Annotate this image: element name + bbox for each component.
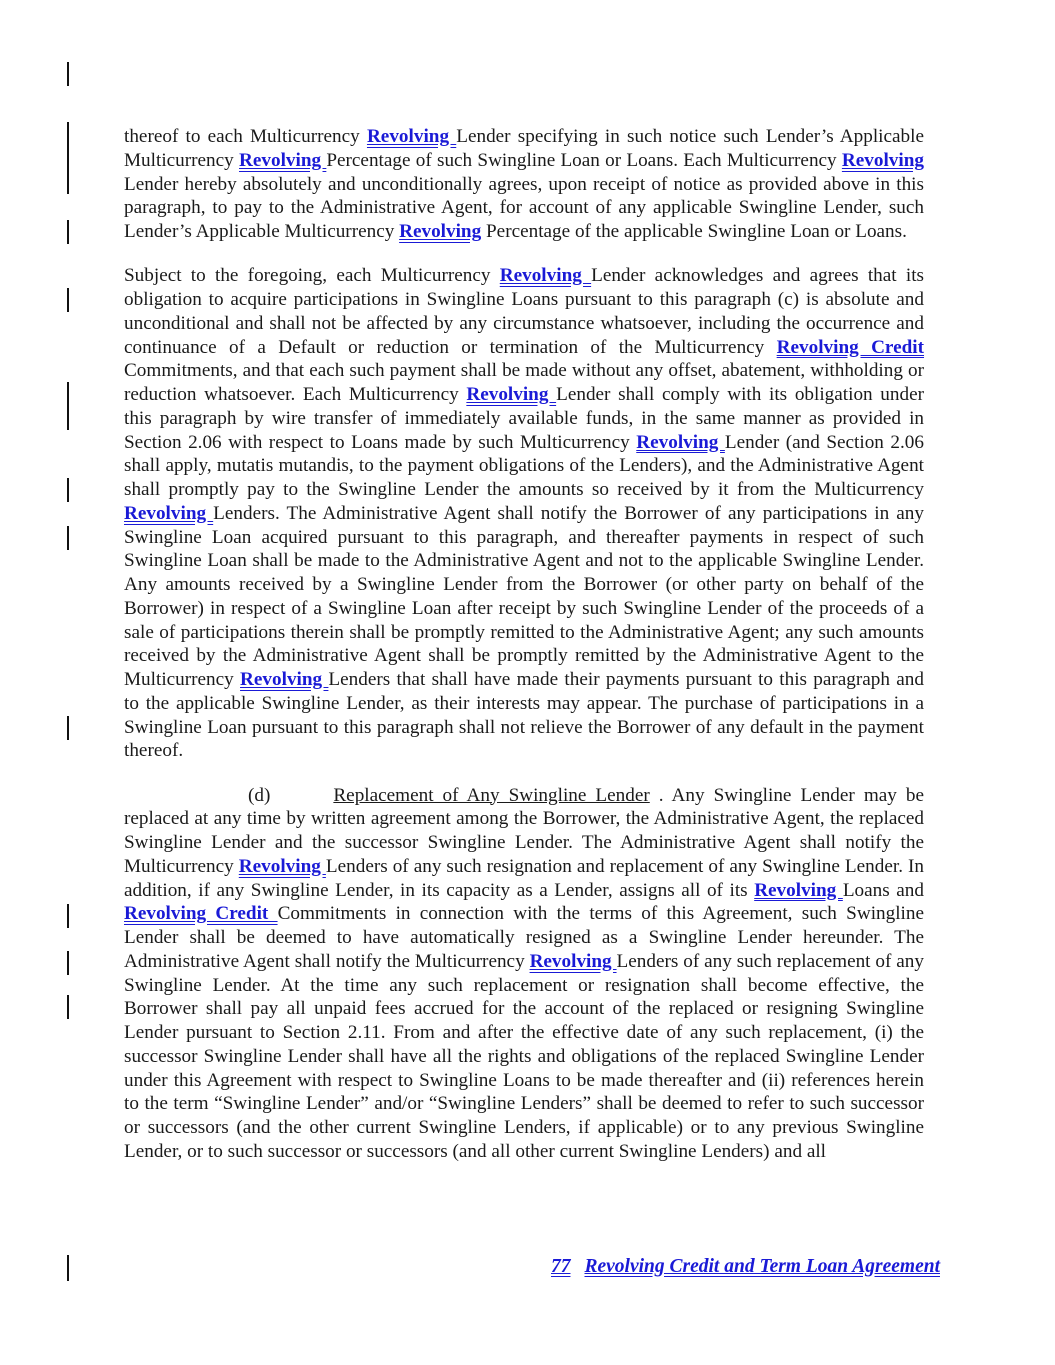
text-run: Commitments, and that each such payment shall be made without any offset, abatement, withholding or reduction whatsoever. Each Multicurrency: [124, 360, 924, 405]
change-bar: [67, 1255, 69, 1281]
inserted-text: Revolving: [754, 879, 843, 901]
inserted-text: Revolving: [240, 669, 329, 690]
text-run: Lender acknowledges and agrees that its obligation to acquire participations in Swingline Loans pursuant to this paragraph (c) is absolute and unconditional and shall not be affected by any circumstance whatsoever, including the occurrence and continuance of a Default or reduction or termination of the Multicurrency: [124, 265, 924, 358]
text-run: Commitments in connection with the terms of this Agreement, such Swingline Lender shall be deemed to have automatically resigned as a Swingline Lender hereunder. The Administrative Agent shall notify the Multicurrency: [124, 903, 924, 972]
change-bar: [67, 382, 69, 430]
text-run: Lenders of any such resignation and replacement of any Swingline Lender. In addition, if any Swingline Lender, in its capacity as a Lender, assigns all of its: [124, 855, 924, 901]
text-run: Lender hereby absolutely and unconditionally agrees, upon receipt of notice as provided above in this paragraph, to pay to the Administrative Agent, for account of any applicable Swingline Lender, such Lender’s Applicable Multicurrency: [124, 173, 924, 242]
section-heading: Replacement of Any Swingline Lender: [333, 784, 650, 806]
text-run: Lenders that shall have made their payments pursuant to this paragraph and to the applicable Swingline Lender, as their interests may appear. The purchase of participations in a Swingline Loan pursuant to this paragraph shall not relieve the Borrower of any default in the payment thereof.: [124, 669, 924, 762]
section-label: (d): [248, 784, 271, 806]
text-run: Percentage of such Swingline Loan or Loans. Each Multicurrency: [326, 149, 842, 171]
page-footer: [551, 1256, 940, 1278]
inserted-text: Revolving: [841, 149, 924, 171]
change-bar: [67, 995, 69, 1019]
change-bar: [67, 526, 69, 550]
text-run: thereof to each Multicurrency: [124, 126, 367, 147]
text-run: Subject to the foregoing, each Multicurrency: [124, 265, 500, 287]
text-run: Lender (and Section 2.06 shall apply, mutatis mutandis, to the payment obligations of the Lenders), and the Administrative Agent shall promptly pay to the Swingline Lender the amounts so received by it from the Multicurrency: [124, 431, 924, 500]
text-run: Percentage of the applicable Swingline Loan or Loans.: [481, 221, 907, 242]
change-bar: [67, 951, 69, 975]
text-run: Loans and: [842, 879, 924, 901]
inserted-text: Revolving: [499, 265, 592, 287]
page-number: 77: [550, 1256, 571, 1277]
inserted-text: Revolving Credit: [776, 336, 925, 358]
text-run: Lenders of any such replacement of any Swingline Lender. At the time any such replacement or resignation shall become effective, the Borrower shall pay all unpaid fees accrued for the account of the replaced or resigning Swingline Lender pursuant to Section 2.11. From and after the effective date of any such replacement, (i) the successor Swingline Lender shall have all the rights and obligations of the replaced Swingline Lender under this Agreement with respect to Swingline Loans to be made thereafter and (ii) references herein to the term “Swingline Lender” and/or “Swingline Lenders” shall be deemed to refer to such successor or successors (and the other current Swingline Lenders, if applicable) or to any previous Swingline Lender, or to such successor or successors (and all other current Swingline Lenders) and all: [124, 950, 924, 1162]
inserted-text: Revolving Credit: [124, 903, 278, 925]
change-bar: [67, 288, 69, 312]
section-d-replacement: [124, 784, 924, 1164]
text-run: Lender shall comply with its obligation under this paragraph by wire transfer of immediately available funds, in the same manner as provided in Section 2.06 with respect to Loans made by such Multicurrency: [124, 384, 924, 453]
change-bar: [67, 904, 69, 928]
text-run: Lender specifying in such notice such Lender’s Applicable Multicurrency: [124, 126, 924, 171]
inserted-text: Revolving: [466, 384, 557, 405]
change-bar: [67, 62, 69, 86]
inserted-text: Revolving: [238, 855, 326, 877]
inserted-text: Revolving: [399, 221, 482, 242]
change-bar: [67, 478, 69, 502]
text-run: Lenders. The Administrative Agent shall notify the Borrower of any participations in any Swingline Loan acquired pursuant to this paragraph, and thereafter payments in respect of such Swingline Loan shall be made to the Administrative Agent and not to the applicable Swingline Lender. Any amounts received by a Swingline Lender from the Borrower (or other party on behalf of the Borrower) in respect of a Swingline Loan after receipt by such Swingline Lender of the proceeds of a sale of participations therein shall be promptly remitted to the Administrative Agent; any such amounts received by the Administrative Agent shall be promptly remitted by the Administrative Agent to the Multicurrency: [124, 502, 924, 690]
change-bar: [67, 122, 69, 194]
inserted-text: Revolving: [366, 126, 457, 147]
change-bar: [67, 716, 69, 740]
change-bar: [67, 220, 69, 244]
inserted-text: Revolving: [529, 950, 617, 972]
inserted-text: Revolving: [124, 502, 214, 524]
document-body: [124, 125, 924, 1184]
inserted-text: Revolving: [636, 431, 725, 453]
inserted-text: Revolving: [239, 149, 327, 171]
paragraph-participation-obligation: [124, 264, 924, 763]
paragraph-continuation: [124, 125, 924, 244]
text-run: . Any Swingline Lender may be replaced at any time by written agreement among the Borrower, the Administrative Agent, the replaced Swingline Lender and the successor Swingline Lender. The Administrative Agent shall notify the Multicurrency: [124, 784, 925, 877]
document-title: Revolving Credit and Term Loan Agreement: [584, 1256, 940, 1277]
